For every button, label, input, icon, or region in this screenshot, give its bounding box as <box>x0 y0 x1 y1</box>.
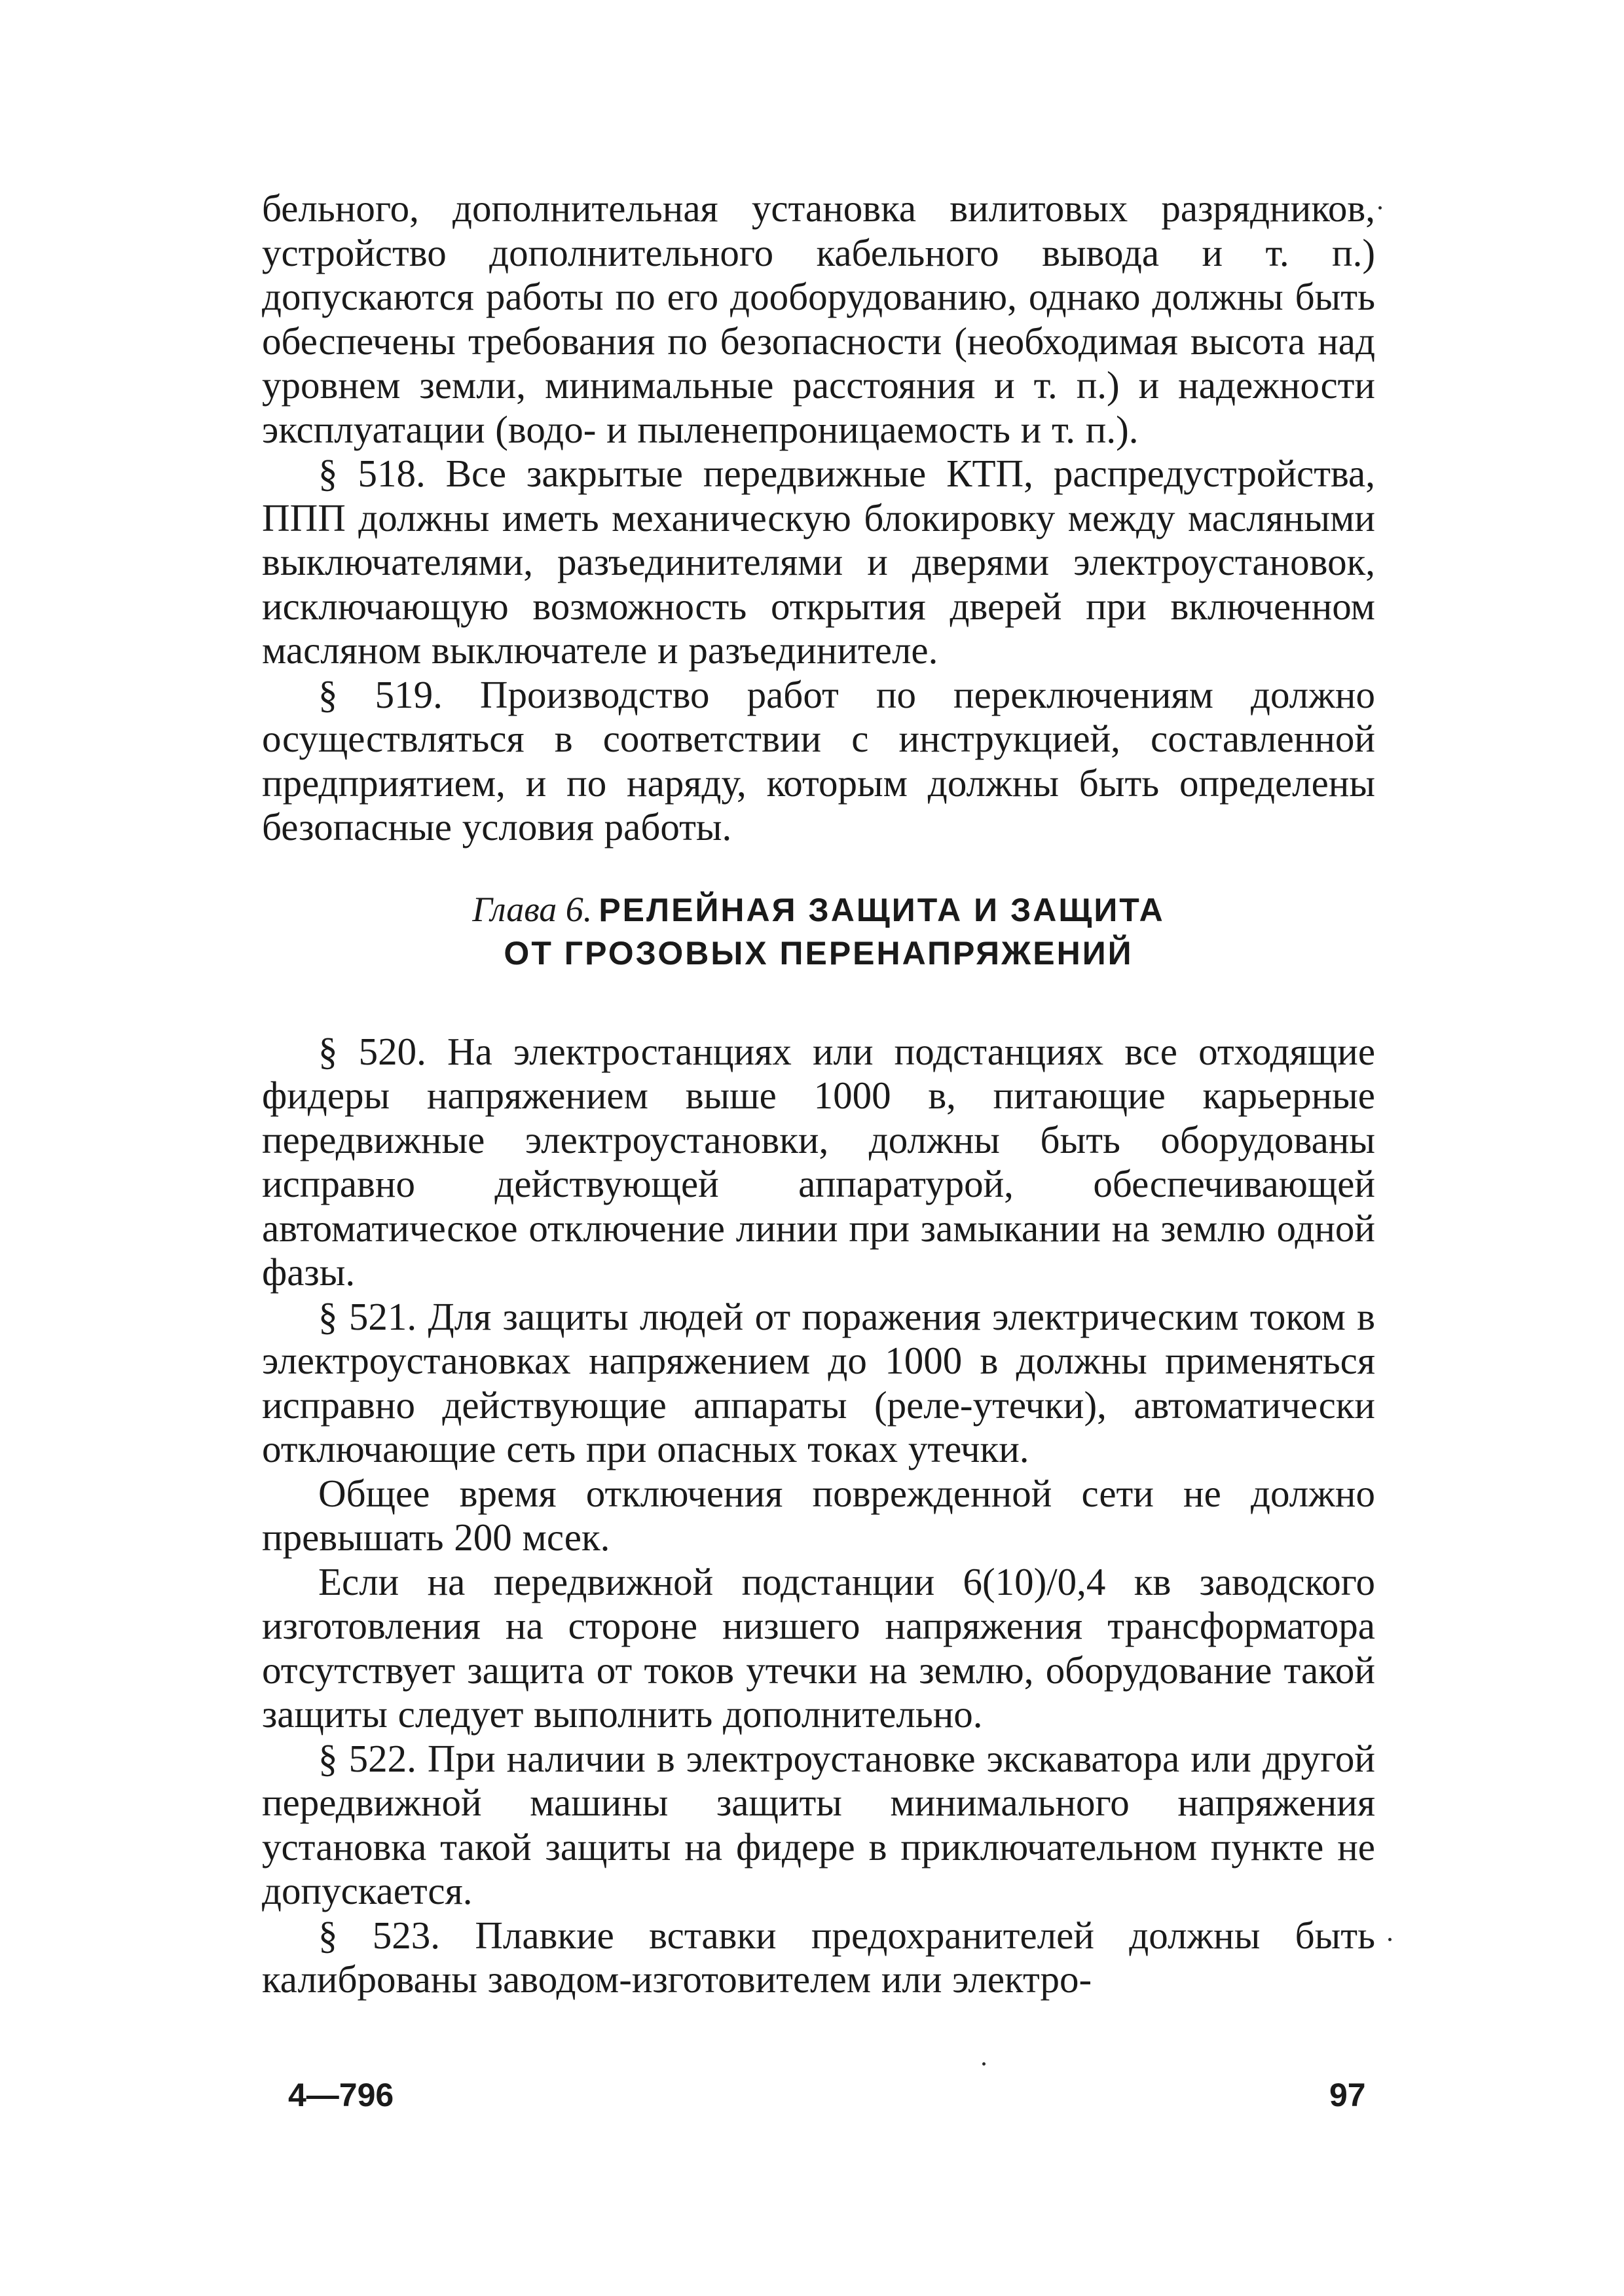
paragraph-section-521: § 521. Для защиты людей от поражения электрическим током в электроустановках напряжением до 1000 в должны применяться исправно действующие аппараты (реле-утечки), автоматически отключающие сеть при опасных токах утечки. <box>262 1294 1375 1470</box>
chapter-title-part-1: РЕЛЕЙНАЯ ЗАЩИТА И ЗАЩИТА <box>599 891 1165 928</box>
text-column <box>262 187 1375 2002</box>
scan-speck <box>1378 206 1382 210</box>
paragraph-section-521-time: Общее время отключения поврежденной сети не должно превышать 200 мсек. <box>262 1471 1375 1559</box>
chapter-label: Глава 6. <box>472 889 593 929</box>
chapter-heading-line-1 <box>262 888 1375 932</box>
paragraph-section-522: § 522. При наличии в электроустановке экскаватора или другой передвижной машины защиты минимального напряжения установка такой защиты на фидере в приключательном пункте не допускается. <box>262 1736 1375 1912</box>
chapter-heading <box>262 888 1375 975</box>
scan-speck <box>1388 1938 1392 1941</box>
paragraph-section-518: § 518. Все закрытые передвижные КТП, распредустройства, ППП должны иметь механическую блокировку между масляными выключателями, разъединителями и дверями электроустановок, исключающую возможность открытия дверей при включенном масляном выключателе и разъединителе. <box>262 452 1375 672</box>
paragraph-section-523: § 523. Плавкие вставки предохранителей должны быть калиброваны заводом-изготовителем или электро- <box>262 1913 1375 2001</box>
printer-signature: 4—796 <box>288 2077 394 2113</box>
paragraph-section-520: § 520. На электростанциях или подстанциях все отходящие фидеры напряжением выше 1000 в, питающие карьерные передвижные электроустановки, должны быть оборудованы исправно действующей аппаратурой, обеспечивающей автоматическое отключение линии при замыкании на землю одной фазы. <box>262 1029 1375 1294</box>
paragraph-continuation: бельного, дополнительная установка вилитовых разрядников, устройство дополнительного кабельного вывода и т. п.) допускаются работы по его дооборудованию, однако должны быть обеспечены требования по безопасности (необходимая высота над уровнем земли, минимальные расстояния и т. п.) и надежности эксплуатации (водо- и пыленепроницаемость и т. п.). <box>262 187 1375 451</box>
scan-speck <box>982 2062 986 2066</box>
paragraph-section-519: § 519. Производство работ по переключениям должно осуществляться в соответствии с инструкцией, составленной предприятием, и по наряду, которым должны быть определены безопасные условия работы. <box>262 672 1375 848</box>
page-number: 97 <box>1329 2077 1366 2113</box>
chapter-title-part-2: ОТ ГРОЗОВЫХ ПЕРЕНАПРЯЖЕНИЙ <box>504 934 1134 972</box>
paragraph-section-521-substation: Если на передвижной подстанции 6(10)/0,4 кв заводского изготовления на стороне низшего напряжения трансформатора отсутствует защита от токов утечки на землю, оборудование такой защиты следует выполнить дополнительно. <box>262 1559 1375 1736</box>
